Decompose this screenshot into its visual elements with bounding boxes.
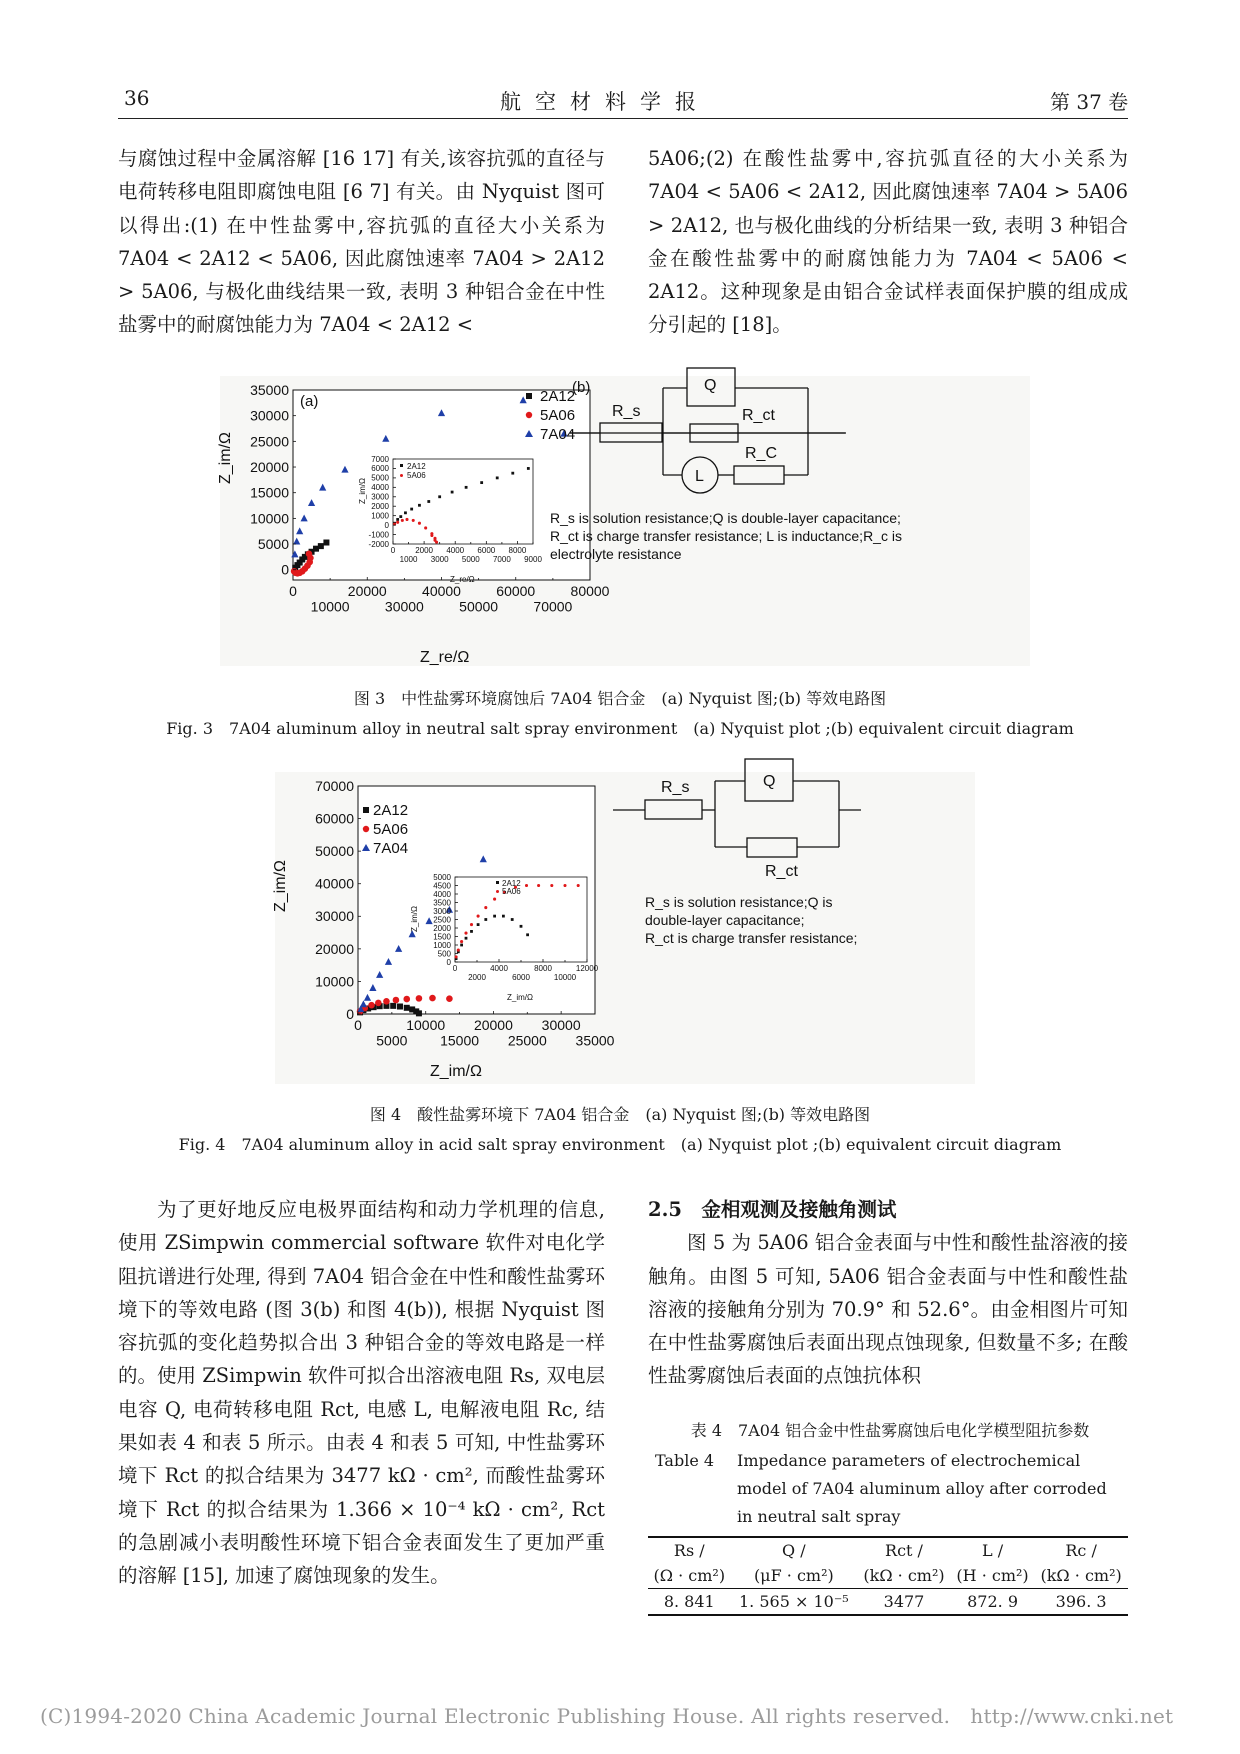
fig3a-legend-2a12: 2A12 xyxy=(540,388,576,405)
fig3a-inset-x-tick-label: 4000 xyxy=(446,546,465,556)
fig3a-inset-point-2a12 xyxy=(396,518,399,521)
fig4a-inset-point-5a06 xyxy=(464,932,467,935)
fig4a-point-2a12 xyxy=(390,1003,396,1009)
fig3a-inset-x-tick-label: 0 xyxy=(390,546,396,556)
fig3a-x-tick-label: 10000 xyxy=(310,598,350,615)
paragraph-bottom-left: 为了更好地反应电极界面结构和动力学机理的信息, 使用 ZSimpwin commercial software 软件对电化学阻抗谱进行处理, 得到 7A04 铝合金在中性和酸性盐雾环境下的等效电路 (图 3(b) 和图 4(b)), 根据 Nyquist 图容抗弧的变化趋势拟合出 3 种铝合金的等效电路是一样的。使用 ZSimpwin 软件可拟合出溶液电阻 Rs, 双电层电容 Q, 电荷转移电阻 Rct, 电感 L, 电解液电阻 Rc, 结果如表 4 和表 5 所示。由表 4 和表 5 可知, 中性盐雾环境下 Rct 的拟合结果为 3477 kΩ · cm², 而酸性盐雾环境下 Rct 的拟合结果为 1.366 × 10⁻⁴ kΩ · cm², Rct 的急剧减小表明酸性环境下铝合金表面发生了更加严重的溶解 [15], 加速了腐蚀现象的发生。 xyxy=(118,1198,605,1588)
table4-title-zh: 表 4 7A04 铝合金中性盐雾腐蚀后电化学模型阻抗参数 xyxy=(690,1421,1090,1440)
fig3-caption-en: Fig. 3 7A04 aluminum alloy in neutral salt spray environment (a) Nyquist plot ;(b) equivalent circuit diagram xyxy=(166,719,1074,738)
fig3a-inset-point-2a12 xyxy=(404,511,407,514)
table4-unit-rct: (kΩ · cm²) xyxy=(857,1563,951,1589)
fig4a-legend-7a04: 7A04 xyxy=(373,840,409,857)
fig3a-inset-legend-marker-5a06 xyxy=(400,474,403,477)
fig3a-y-tick-label: 35000 xyxy=(250,381,289,398)
fig3a-inset-point-2a12 xyxy=(418,504,421,507)
fig4a-legend-marker-5a06 xyxy=(363,826,369,832)
table4-unit-l: (H · cm²) xyxy=(951,1563,1034,1589)
fig4a-legend-marker-2a12 xyxy=(363,807,369,813)
fig3a-inset-x-label: Z_re/Ω xyxy=(450,575,475,584)
fig4a-inset-x-tick-label: 12000 xyxy=(575,964,599,974)
fig3a-point-2a12 xyxy=(323,540,329,546)
table4-value-l: 872. 9 xyxy=(951,1589,1034,1616)
fig3a-inset-point-5a06 xyxy=(418,522,421,525)
page-number: 36 xyxy=(124,86,150,110)
fig3a-inset-point-2a12 xyxy=(465,486,468,489)
fig3a-inset-y-tick-label: 4000 xyxy=(371,483,389,493)
fig3a-y-axis-label: Z_im/Ω xyxy=(217,432,234,484)
fig3a-inset-x-tick-label: 6000 xyxy=(477,546,496,556)
fig4a-y-tick-label: 70000 xyxy=(315,777,354,794)
fig3a-inset-point-2a12 xyxy=(399,515,402,518)
fig4a-point-5a06 xyxy=(429,995,436,1002)
table4-value-rs: 8. 841 xyxy=(648,1589,731,1616)
fig4-caption-zh: 图 4 酸性盐雾环境下 7A04 铝合金 (a) Nyquist 图;(b) 等效电路图 xyxy=(369,1105,871,1124)
fig4a-y-ticks xyxy=(315,778,361,1022)
fig4a-inset-point-2a12 xyxy=(484,918,487,921)
fig4a-inset-point-2a12 xyxy=(502,915,505,918)
fig3a-y-tick-label: 5000 xyxy=(257,535,289,552)
fig3a-inset-point-2a12 xyxy=(438,495,441,498)
fig3b-rc-label: R_C xyxy=(745,445,778,462)
fig4a-inset-x-tick-label: 2000 xyxy=(468,973,486,982)
fig4a-inset-point-5a06 xyxy=(525,884,528,887)
fig4a-inset-point-5a06 xyxy=(563,884,566,887)
fig3a-inset-y-tick-label: 2000 xyxy=(371,502,389,512)
fig4a-inset-y-tick-label: 4000 xyxy=(433,889,451,899)
fig4a-point-5a06 xyxy=(403,996,410,1003)
fig4a-inset-point-5a06 xyxy=(455,955,458,958)
paragraph-bottom-right: 图 5 为 5A06 铝合金表面与中性和酸性盐溶液的接触角。由图 5 可知, 5A06 铝合金表面与中性和酸性盐溶液的接触角分别为 70.9° 和 52.6°。由金相图片可知在中性盐雾腐蚀后表面出现点蚀现象, 但数量不多; 在酸性盐雾腐蚀后表面的点蚀抗体积 xyxy=(648,1231,1128,1388)
fig3a-inset-point-5a06 xyxy=(401,519,404,522)
fig3a-inset-point-2a12 xyxy=(480,481,483,484)
figure-4 xyxy=(272,772,975,1084)
fig4a-inset-point-5a06 xyxy=(460,940,463,943)
paragraph-top-left: 与腐蚀过程中金属溶解 [16 17] 有关,该容抗弧的直径与电荷转移电阻即腐蚀电阻 [6 7] 有关。由 Nyquist 图可以得出:(1) 在中性盐雾中,容抗弧的直径大小关系为 7A04 < 2A12 < 5A06, 因此腐蚀速率 7A04 > 2A12 > 5A06, 与极化曲线结果一致, 表明 3 种铝合金在中性盐雾中的耐腐蚀能力为 7A04 < 2A12 < xyxy=(118,147,605,337)
table4-value-rct: 3477 xyxy=(857,1589,951,1616)
fig4a-inset-y-tick-label: 0 xyxy=(446,957,451,967)
fig4a-inset-point-2a12 xyxy=(465,937,468,940)
fig3a-x-tick-label: 30000 xyxy=(384,598,424,615)
fig3a-y-tick-label: 10000 xyxy=(250,510,289,527)
table4-title-en-block xyxy=(655,1447,1125,1531)
fig3a-inset-y-label: Z_im/Ω xyxy=(358,478,367,504)
fig3b-note-line-1: R_s is solution resistance;Q is double-layer capacitance; xyxy=(550,510,901,526)
fig4a-point-5a06 xyxy=(375,1000,382,1007)
table4-unit-rc: (kΩ · cm²) xyxy=(1034,1563,1128,1589)
table4-title-en: Impedance parameters of electrochemical model of 7A04 aluminum alloy after corroded in neutral salt spray xyxy=(737,1451,1107,1526)
section-heading-2-5: 2.5 金相观测及接触角测试 xyxy=(648,1198,897,1221)
fig3a-inset-point-5a06 xyxy=(424,526,427,529)
fig3a-inset-point-2a12 xyxy=(451,491,454,494)
fig3a-inset-point-2a12 xyxy=(410,508,413,511)
fig4b-rs-label: R_s xyxy=(661,779,690,796)
fig3a-inset-y-tick-label: 7000 xyxy=(371,454,389,464)
fig4a-inset-y-tick-label: 2000 xyxy=(433,923,451,933)
figure-3 xyxy=(217,376,1030,666)
table4-header-rc: Rc / xyxy=(1034,1537,1128,1563)
table4-unit-rs: (Ω · cm²) xyxy=(648,1563,731,1589)
fig4a-inset-x-tick-label: 10000 xyxy=(553,973,577,982)
fig3a-y-tick-label: 15000 xyxy=(250,484,289,501)
fig4b-rct-label: R_ct xyxy=(765,863,798,880)
fig4b-note-line-3: R_ct is charge transfer resistance; xyxy=(645,930,858,946)
fig4a-x-tick-label: 15000 xyxy=(440,1032,480,1049)
fig4a-inset-y-tick-label: 4500 xyxy=(433,881,451,891)
fig3a-point-2a12 xyxy=(318,543,324,549)
fig4a-x-tick-label: 5000 xyxy=(376,1032,408,1049)
fig4a-inset-point-5a06 xyxy=(457,949,460,952)
fig3b-note-line-2: R_ct is charge transfer resistance; L is inductance;R_c is xyxy=(550,528,902,544)
fig4a-inset-legend-marker-2a12 xyxy=(496,881,499,884)
fig4a-inset-x-tick-label: 0 xyxy=(452,964,458,974)
fig3a-inset-y-tick-label: 6000 xyxy=(371,464,389,474)
fig4a-x-tick-label: 20000 xyxy=(473,1017,513,1034)
fig3a-y-tick-label: 20000 xyxy=(250,458,289,475)
fig4a-point-5a06 xyxy=(416,995,423,1002)
fig3a-inset-point-2a12 xyxy=(511,472,514,475)
table4-header-q: Q / xyxy=(731,1537,858,1563)
fig3a-inset-point-2a12 xyxy=(496,476,499,479)
fig4a-point-5a06 xyxy=(383,998,390,1005)
fig4a-inset-y-tick-label: 1500 xyxy=(433,932,451,942)
paragraph-top-right: 5A06;(2) 在酸性盐雾中,容抗弧直径的大小关系为 7A04 < 5A06 < 2A12, 因此腐蚀速率 7A04 > 5A06 > 2A12, 也与极化曲线的分析结果一致, 表明 3 种铝合金在酸性盐雾中的耐腐蚀能力为 7A04 < 5A06 < 2A12。这种现象是由铝合金试样表面保护膜的组成成分引起的 [18]。 xyxy=(648,147,1128,337)
fig4a-y-tick-label: 50000 xyxy=(315,843,354,860)
fig4a-inset-y-label: Z_im/Ω xyxy=(410,906,419,932)
fig4a-x-tick-label: 30000 xyxy=(541,1017,581,1034)
fig3b-resistor-rc xyxy=(734,466,784,484)
fig3a-inset-x-tick-label: 2000 xyxy=(415,546,434,556)
fig3a-x-axis-label: Z_re/Ω xyxy=(420,649,470,666)
fig3a-inset-x-tick-label: 1000 xyxy=(399,555,418,564)
fig3a-x-tick-label: 60000 xyxy=(496,583,536,600)
fig4a-x-axis-label: Z_im/Ω xyxy=(430,1063,482,1080)
table4-header-row xyxy=(648,1537,1128,1563)
fig3b-rs-label: R_s xyxy=(612,403,641,420)
fig3a-x-tick-label: 80000 xyxy=(570,583,610,600)
fig4a-point-5a06 xyxy=(446,995,453,1002)
fig4a-inset-point-2a12 xyxy=(460,944,463,947)
fig4a-inset-y-tick-label: 1000 xyxy=(433,940,451,950)
fig4a-inset-legend-5a06: 5A06 xyxy=(502,887,521,896)
fig4a-y-tick-label: 0 xyxy=(346,1005,354,1022)
fig4a-point-2a12 xyxy=(397,1004,403,1010)
fig4a-inset-y-tick-label: 500 xyxy=(437,949,451,959)
table4-header-rct: Rct / xyxy=(857,1537,951,1563)
fig3a-panel-label: (a) xyxy=(300,393,319,410)
fig4a-y-tick-label: 20000 xyxy=(315,940,354,957)
fig3a-point-5a06 xyxy=(306,551,313,558)
fig3a-inset-legend-2a12: 2A12 xyxy=(407,462,426,471)
table4-header-l: L / xyxy=(951,1537,1034,1563)
fig4b-resistor-rs xyxy=(645,800,702,819)
fig4a-inset-point-5a06 xyxy=(477,915,480,918)
fig3a-inset-x-tick-label: 3000 xyxy=(430,555,449,564)
fig4a-inset-point-5a06 xyxy=(537,884,540,887)
fig3a-inset-y-tick-label: -2000 xyxy=(368,539,389,549)
fig3a-inset-y-tick-label: 0 xyxy=(384,520,389,530)
header-rule xyxy=(118,118,1128,119)
fig3a-inset-legend-5a06: 5A06 xyxy=(407,471,426,480)
fig4a-inset-point-5a06 xyxy=(493,898,496,901)
fig4a-inset-point-5a06 xyxy=(470,923,473,926)
fig3a-legend-marker-5a06 xyxy=(526,412,532,418)
fig3a-inset-point-5a06 xyxy=(396,521,399,524)
table-4 xyxy=(648,1536,1128,1616)
fig4a-inset-x-label: Z_im/Ω xyxy=(507,993,533,1002)
fig3a-x-tick-label: 70000 xyxy=(533,598,573,615)
fig4a-inset-point-5a06 xyxy=(484,906,487,909)
fig4a-x-tick-label: 10000 xyxy=(406,1017,446,1034)
figure-4-svg xyxy=(272,772,975,1084)
table4-header-rs: Rs / xyxy=(648,1537,731,1563)
table4-units-row xyxy=(648,1563,1128,1589)
fig4a-inset-point-2a12 xyxy=(470,930,473,933)
fig3a-x-tick-label: 20000 xyxy=(347,583,387,600)
table4-value-rc: 396. 3 xyxy=(1034,1589,1128,1616)
fig4a-inset-y-tick-label: 2500 xyxy=(433,915,451,925)
fig4a-point-5a06 xyxy=(393,997,400,1004)
fig4a-inset-point-5a06 xyxy=(577,884,580,887)
fig3a-inset-point-5a06 xyxy=(433,539,436,542)
fig3a-inset-legend-marker-2a12 xyxy=(400,464,403,467)
fig3a-inset-point-5a06 xyxy=(405,518,408,521)
fig3a-legend-5a06: 5A06 xyxy=(540,407,576,424)
fig3a-y-tick-label: 25000 xyxy=(250,433,289,450)
table4-value-q: 1. 565 × 10⁻⁵ xyxy=(731,1589,858,1616)
fig4b-note-line-1: R_s is solution resistance;Q is xyxy=(645,894,833,910)
fig4a-y-axis-label: Z_im/Ω xyxy=(272,860,289,912)
fig3a-legend-7a04: 7A04 xyxy=(540,426,576,443)
table4-value-row xyxy=(648,1589,1128,1616)
fig4b-resistor-rct xyxy=(747,838,797,857)
fig4a-inset-y-tick-label: 3500 xyxy=(433,898,451,908)
fig3a-inset-x-tick-label: 5000 xyxy=(461,555,480,564)
fig4a-inset-point-2a12 xyxy=(493,915,496,918)
fig4a-inset-x-tick-label: 8000 xyxy=(534,964,552,974)
fig4a-x-ticks xyxy=(354,1011,615,1049)
fig4a-inset-point-2a12 xyxy=(526,933,529,936)
fig3a-y-tick-label: 30000 xyxy=(250,407,289,424)
body-column-top-left xyxy=(118,142,605,342)
fig4a-inset-y-tick-label: 5000 xyxy=(433,872,451,882)
fig4a-inset-point-2a12 xyxy=(477,923,480,926)
fig4b-q-label: Q xyxy=(763,773,776,790)
fig4a-point-5a06 xyxy=(368,1002,375,1009)
fig3a-inset-point-2a12 xyxy=(527,467,530,470)
fig3a-inset-point-2a12 xyxy=(427,500,430,503)
copyright-footer: (C)1994-2020 China Academic Journal Electronic Publishing House. All rights reserved. http://www.cnki.net xyxy=(40,1704,1174,1728)
fig3a-y-ticks xyxy=(250,382,296,578)
fig3a-inset-x-tick-label: 7000 xyxy=(492,555,511,564)
fig4a-inset-point-5a06 xyxy=(550,884,553,887)
body-column-top-right xyxy=(648,142,1128,342)
fig4a-x-tick-label: 25000 xyxy=(507,1032,547,1049)
fig4a-x-tick-label: 35000 xyxy=(575,1032,615,1049)
journal-title: 航空材料学报 xyxy=(500,90,710,114)
fig3a-inset-y-tick-label: 3000 xyxy=(371,492,389,502)
fig3a-legend-marker-2a12 xyxy=(526,393,532,399)
fig3-caption-zh: 图 3 中性盐雾环境腐蚀后 7A04 铝合金 (a) Nyquist 图;(b) 等效电路图 xyxy=(353,689,887,708)
table4-unit-q: (μF · cm²) xyxy=(731,1563,858,1589)
fig3a-inset-point-5a06 xyxy=(430,534,433,537)
fig4a-inset-frame xyxy=(455,877,587,962)
fig3a-inset-y-tick-label: 5000 xyxy=(371,473,389,483)
fig4a-y-tick-label: 40000 xyxy=(315,875,354,892)
table4-label-en: Table 4 xyxy=(655,1451,715,1470)
figure-3-svg xyxy=(217,376,1030,666)
fig4a-y-tick-label: 30000 xyxy=(315,908,354,925)
fig4a-inset-y-tick-label: 3000 xyxy=(433,906,451,916)
fig3a-inset-x-tick-label: 8000 xyxy=(508,546,527,556)
fig4a-legend-2a12: 2A12 xyxy=(373,802,409,819)
fig3a-x-tick-label: 0 xyxy=(289,583,297,600)
fig3b-l-label: L xyxy=(695,468,704,485)
fig3a-y-tick-label: 0 xyxy=(281,561,289,578)
fig3a-inset-y-tick-label: -1000 xyxy=(368,530,389,540)
volume-label: 第 37 卷 xyxy=(1050,90,1129,114)
body-column-bottom-left xyxy=(118,1193,605,1593)
fig4a-inset-x-tick-label: 6000 xyxy=(512,973,530,982)
fig4b-note-line-2: double-layer capacitance; xyxy=(645,912,805,928)
fig3b-note-line-3: electrolyte resistance xyxy=(550,546,682,562)
fig4a-inset-point-2a12 xyxy=(511,918,514,921)
fig4a-x-tick-label: 0 xyxy=(354,1017,362,1034)
fig4a-inset-legend-2a12: 2A12 xyxy=(502,879,521,888)
fig4b-circuit xyxy=(613,759,861,857)
fig4-caption-en: Fig. 4 7A04 aluminum alloy in acid salt spray environment (a) Nyquist plot ;(b) equivalent circuit diagram xyxy=(178,1135,1062,1154)
fig3a-inset-x-tick-label: 9000 xyxy=(524,555,542,564)
fig4a-inset-legend-marker-5a06 xyxy=(496,890,499,893)
fig4a-point-2a12 xyxy=(416,1010,422,1016)
fig3a-inset-y-tick-label: 1000 xyxy=(371,511,389,521)
fig3b-panel-label: (b) xyxy=(572,379,591,396)
fig4a-y-tick-label: 60000 xyxy=(315,810,354,827)
fig4a-legend-5a06: 5A06 xyxy=(373,821,409,838)
fig3a-inset-point-5a06 xyxy=(412,519,415,522)
fig4a-y-tick-label: 10000 xyxy=(315,973,354,990)
fig3b-rct-label: R_ct xyxy=(742,407,775,424)
fig4a-inset-x-tick-label: 4000 xyxy=(490,964,508,974)
fig3b-q-label: Q xyxy=(704,377,717,394)
fig4a-point-2a12 xyxy=(404,1005,410,1011)
body-column-bottom-right xyxy=(648,1193,1128,1393)
fig3a-x-tick-label: 50000 xyxy=(459,598,499,615)
fig3a-x-tick-label: 40000 xyxy=(422,583,461,600)
fig4a-inset-point-2a12 xyxy=(520,925,523,928)
